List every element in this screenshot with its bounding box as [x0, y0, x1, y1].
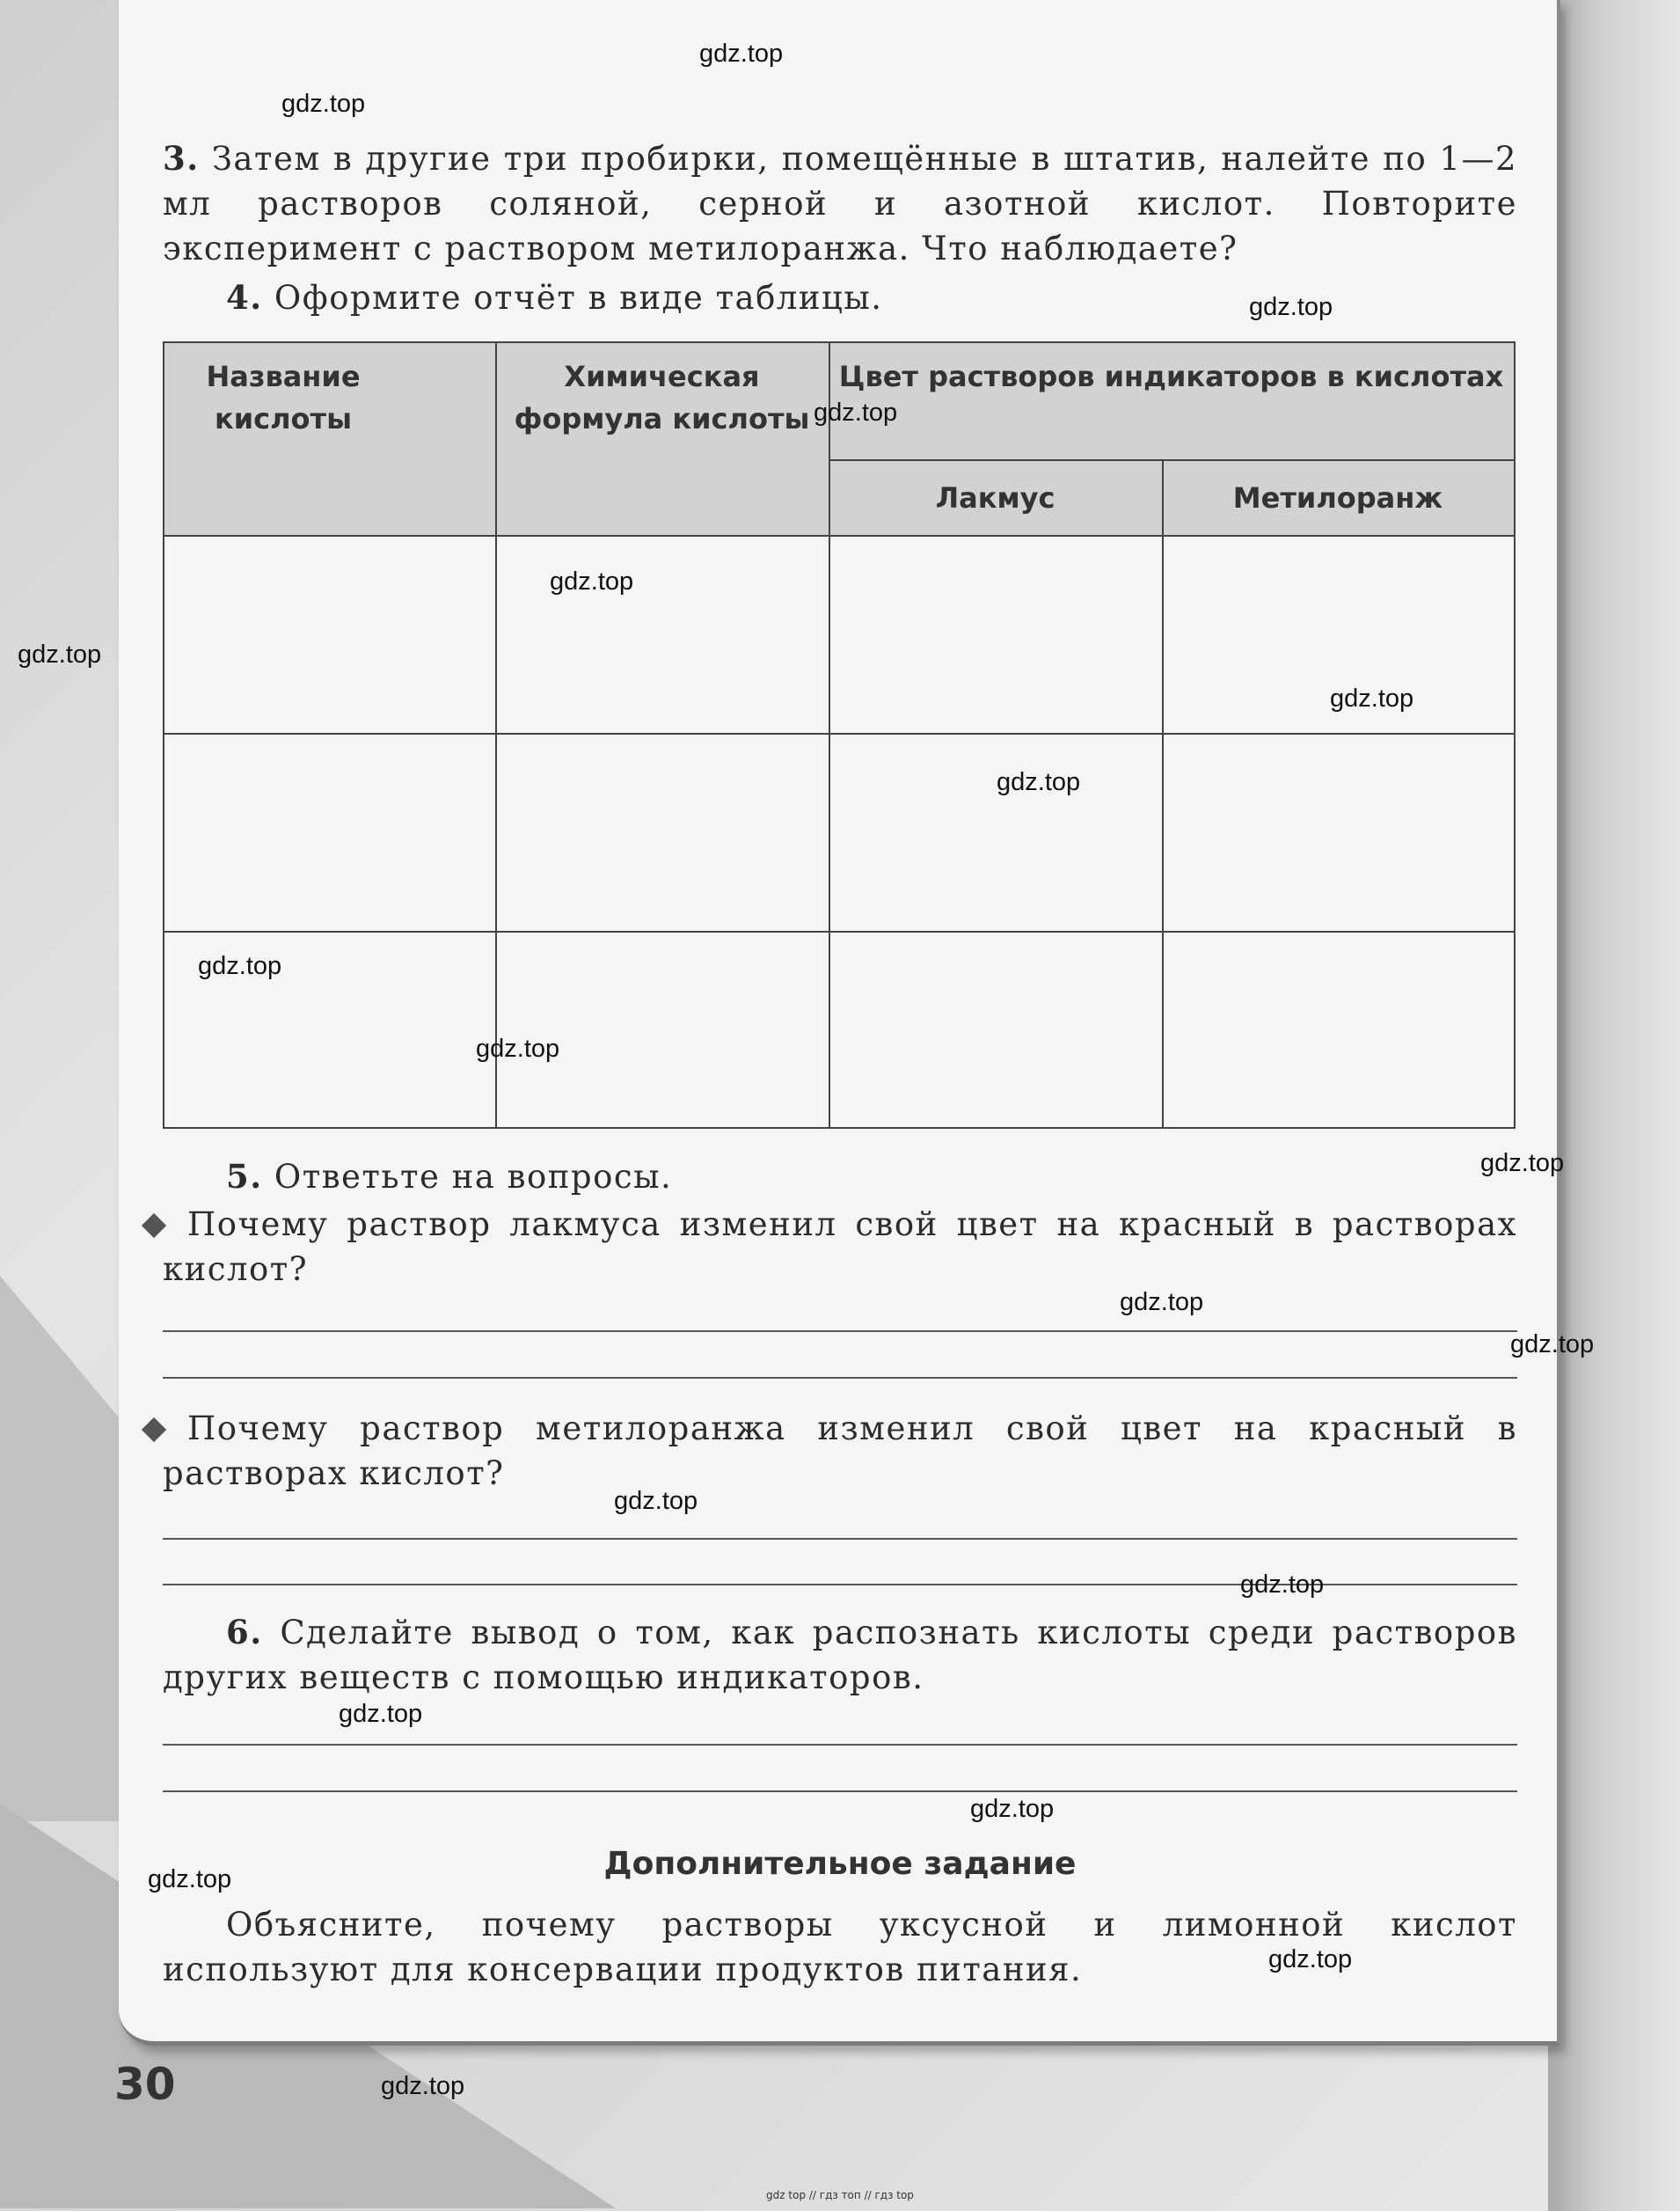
table-divider [829, 459, 1514, 461]
watermark: gdz.top [148, 1865, 232, 1893]
watermark: gdz.top [614, 1487, 698, 1515]
watermark: gdz.top [1120, 1288, 1204, 1316]
question-1-text: Почему раствор лакмуса изменил свой цвет на красный в растворах кислот? [163, 1205, 1517, 1288]
report-table [163, 341, 1516, 1129]
page-number: 30 [114, 2059, 176, 2110]
step-4-number: 4. [226, 278, 263, 317]
watermark: gdz.top [1510, 1330, 1595, 1358]
question-1 [163, 1202, 1517, 1292]
table-header-indicator-colors: Цвет растворов индикаторов в кислотах [838, 360, 1504, 393]
step-3-text: Затем в другие три пробирки, помещённые в штатив, налейте по 1—2 мл растворов соляной, серной и азотной кислот. Повторите эксперимент с раствором метилоранжа. Что наблюдаете? [163, 140, 1518, 267]
table-header-formula: Химическая формула кислоты [514, 360, 810, 436]
watermark: gdz.top [997, 768, 1081, 796]
step-4-text: Оформите отчёт в виде таблицы. [274, 279, 883, 317]
answer-line[interactable] [163, 1790, 1517, 1792]
bullet-diamond-icon [142, 1417, 166, 1441]
watermark: gdz.top [18, 641, 102, 669]
watermark: gdz.top [1268, 1945, 1353, 1973]
table-header-acid-name: Название кислоты [206, 360, 361, 436]
watermark: gdz.top [476, 1035, 560, 1063]
answer-line[interactable] [163, 1744, 1517, 1746]
watermark: gdz.top [1330, 685, 1414, 713]
step-3-number: 3. [163, 139, 200, 178]
watermark: gdz.top [339, 1700, 423, 1728]
watermark: gdz.top [1240, 1570, 1325, 1599]
watermark: gdz.top [550, 567, 634, 596]
watermark: gdz.top [1249, 293, 1333, 321]
bullet-diamond-icon [142, 1212, 166, 1237]
table-row[interactable] [164, 735, 1514, 931]
extra-task-text: Объясните, почему растворы уксусной и лимонной кислот используют для консервации продуктов питания. [163, 1906, 1517, 1988]
step-6-number: 6. [226, 1613, 263, 1651]
watermark: gdz.top [281, 90, 366, 118]
step-3 [163, 136, 1517, 271]
question-2-text: Почему раствор метилоранжа изменил свой цвет на красный в растворах кислот? [163, 1409, 1517, 1492]
book-spine-shadow [1548, 0, 1680, 2211]
extra-task-title: Дополнительное задание [603, 1846, 1077, 1882]
watermark: gdz.top [1480, 1149, 1565, 1177]
step-6-text: Сделайте вывод о том, как распознать кислоты среди растворов других веществ с помощью индикаторов. [163, 1614, 1517, 1696]
step-5 [163, 1154, 1517, 1199]
step-5-text: Ответьте на вопросы. [274, 1158, 673, 1196]
answer-line[interactable] [163, 1538, 1517, 1540]
bottom-banner[interactable]: gdz top // гдз топ // гдз top [766, 2189, 914, 2201]
answer-line[interactable] [163, 1330, 1517, 1332]
watermark: gdz.top [814, 399, 898, 427]
table-header-litmus: Лакмус [935, 481, 1055, 515]
question-2 [163, 1406, 1517, 1496]
watermark: gdz.top [198, 952, 282, 980]
step-6 [163, 1610, 1517, 1700]
table-row[interactable] [164, 933, 1514, 1127]
answer-line[interactable] [163, 1377, 1517, 1379]
table-header-methyl-orange: Метилоранж [1232, 481, 1443, 515]
table-row[interactable] [164, 537, 1514, 733]
step-5-number: 5. [226, 1157, 263, 1196]
watermark: gdz.top [970, 1795, 1055, 1823]
watermark: gdz.top [699, 40, 784, 68]
watermark: gdz.top [381, 2072, 465, 2100]
